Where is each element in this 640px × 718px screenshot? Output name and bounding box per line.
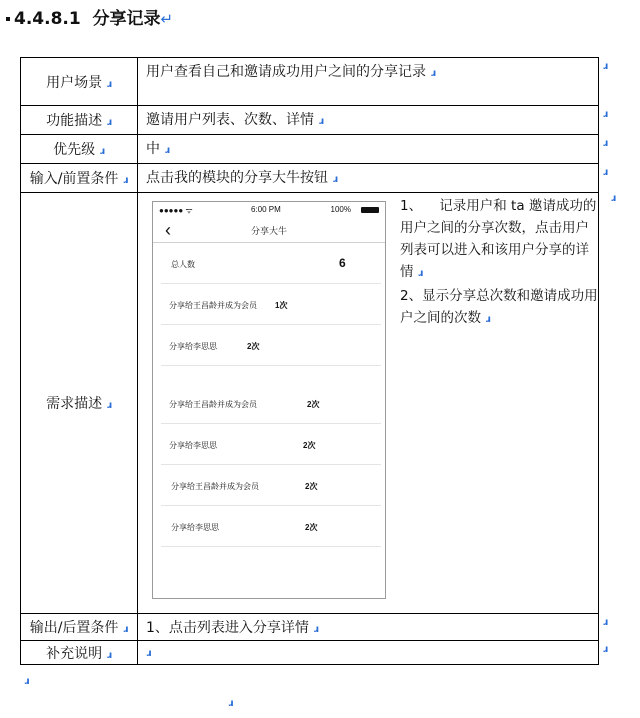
cell-mark-icon: ɹ [122,175,129,186]
row-end-mark-icon: ɹ [610,193,616,204]
table-row [21,641,599,665]
table-row [21,135,599,164]
cell-mark-icon: ɹ [106,400,112,411]
table-row [21,106,599,135]
row-label: 输入/前置条件 [29,171,119,187]
signal-indicator: ●●●●● ᯤ [159,206,193,215]
total-label: 总人数 [171,260,195,269]
row-label-cell [21,641,138,665]
list-item[interactable] [161,465,381,506]
row-label-cell [21,614,138,641]
row-content-cell [138,135,608,164]
list-item[interactable] [161,506,381,547]
cell-mark-icon: ɹ [164,145,170,156]
row-label-cell [21,193,138,614]
row-content-cell [138,164,608,193]
list-item-name: 分享给李思思 [169,342,217,351]
cell-mark-icon: ɹ [106,649,112,661]
description-item: 1、 记录用户和 ta 邀请成功的用户之间的分享次数，点击用户列表可以进入和该用户分享的详情 ɹ [400,198,597,280]
row-end-mark-icon: ɹ [602,617,608,628]
nav-bar [153,218,385,243]
list-item-name: 分享给王昌龄并成为会员 [169,301,257,310]
cell-mark-icon: ɹ [122,624,129,635]
list-item-name: 分享给王昌龄并成为会员 [171,482,259,491]
row-label-cell [21,135,138,164]
list-item[interactable] [161,325,381,366]
list-item[interactable] [161,383,381,424]
table-row [21,193,599,614]
list-item[interactable] [161,284,381,325]
status-bar [153,202,385,218]
total-value: 6 [339,256,346,270]
list-item-name: 分享给李思思 [169,441,217,450]
requirement-description [400,195,598,331]
cell-mark-icon: ɹ [146,648,152,659]
chevron-left-icon[interactable]: ‹ [165,220,171,240]
list-item-count: 1次 [275,301,288,310]
row-label: 补充说明 [46,645,103,662]
battery-level: 100% [330,205,351,214]
requirement-table [20,57,616,665]
section-title: 分享记录 [92,9,161,29]
phone-mockup [152,201,386,599]
bullet-icon [6,17,10,21]
total-row [161,243,381,284]
row-end-mark-icon: ɹ [602,138,608,149]
row-content-cell [138,58,608,106]
row-label-cell [21,164,138,193]
section-heading [6,4,173,29]
paragraph-mark-icon: ɹ [24,676,30,687]
row-content-cell [138,641,608,665]
row-label: 需求描述 [46,396,103,412]
list-item-count: 2次 [305,523,318,532]
cell-mark-icon: ɹ [485,314,491,325]
row-end-mark-icon: ɹ [602,644,608,655]
list-item-count: 2次 [247,342,260,351]
row-content-cell [138,106,608,135]
row-content: 邀请用户列表、次数、详情 [146,112,314,128]
cell-mark-icon: ɹ [99,146,105,157]
row-content: 点击我的模块的分享大牛按钮 [146,170,328,186]
list-item-count: 2次 [305,482,318,491]
cell-mark-icon: ɹ [332,174,338,185]
nav-title: 分享大牛 [250,226,287,236]
description-item: 2、显示分享总次数和邀请成功用户之间的次数 ɹ [400,288,598,326]
row-label: 用户场景 [46,74,103,91]
cell-mark-icon: ɹ [313,624,319,635]
row-end-mark-icon: ɹ [602,61,608,72]
list-item-name: 分享给王昌龄并成为会员 [169,400,257,409]
list-item-name: 分享给李思思 [171,523,219,532]
row-content: 用户查看自己和邀请成功用户之间的分享记录 [146,64,426,80]
cell-mark-icon: ɹ [318,116,324,127]
requirement-content-cell [138,193,616,614]
cell-mark-icon: ɹ [106,78,112,90]
list-item[interactable] [161,424,381,465]
status-time: 6:00 PM [251,205,281,214]
table-row [21,614,599,641]
list-item-count: 2次 [307,400,320,409]
list-item-count: 2次 [303,441,316,450]
table-row [21,58,599,106]
section-number: 4.4.8.1 [14,9,81,29]
paragraph-mark-icon: ↵ [160,10,174,28]
row-label: 功能描述 [46,113,103,129]
row-content: 中 [146,141,160,157]
table-row [21,164,599,193]
row-label: 优先级 [53,142,96,158]
row-end-mark-icon: ɹ [602,109,608,120]
cell-mark-icon: ɹ [106,117,112,128]
row-label-cell [21,106,138,135]
row-content: 1、点击列表进入分享详情 [146,620,309,636]
row-end-mark-icon: ɹ [602,167,608,178]
row-label: 输出/后置条件 [29,620,119,636]
row-content-cell [138,614,608,641]
cell-mark-icon: ɹ [430,68,436,79]
cell-mark-icon: ɹ [417,268,424,279]
paragraph-mark-icon: ɹ [228,698,234,709]
battery-icon [361,207,379,213]
row-label-cell [21,58,138,106]
